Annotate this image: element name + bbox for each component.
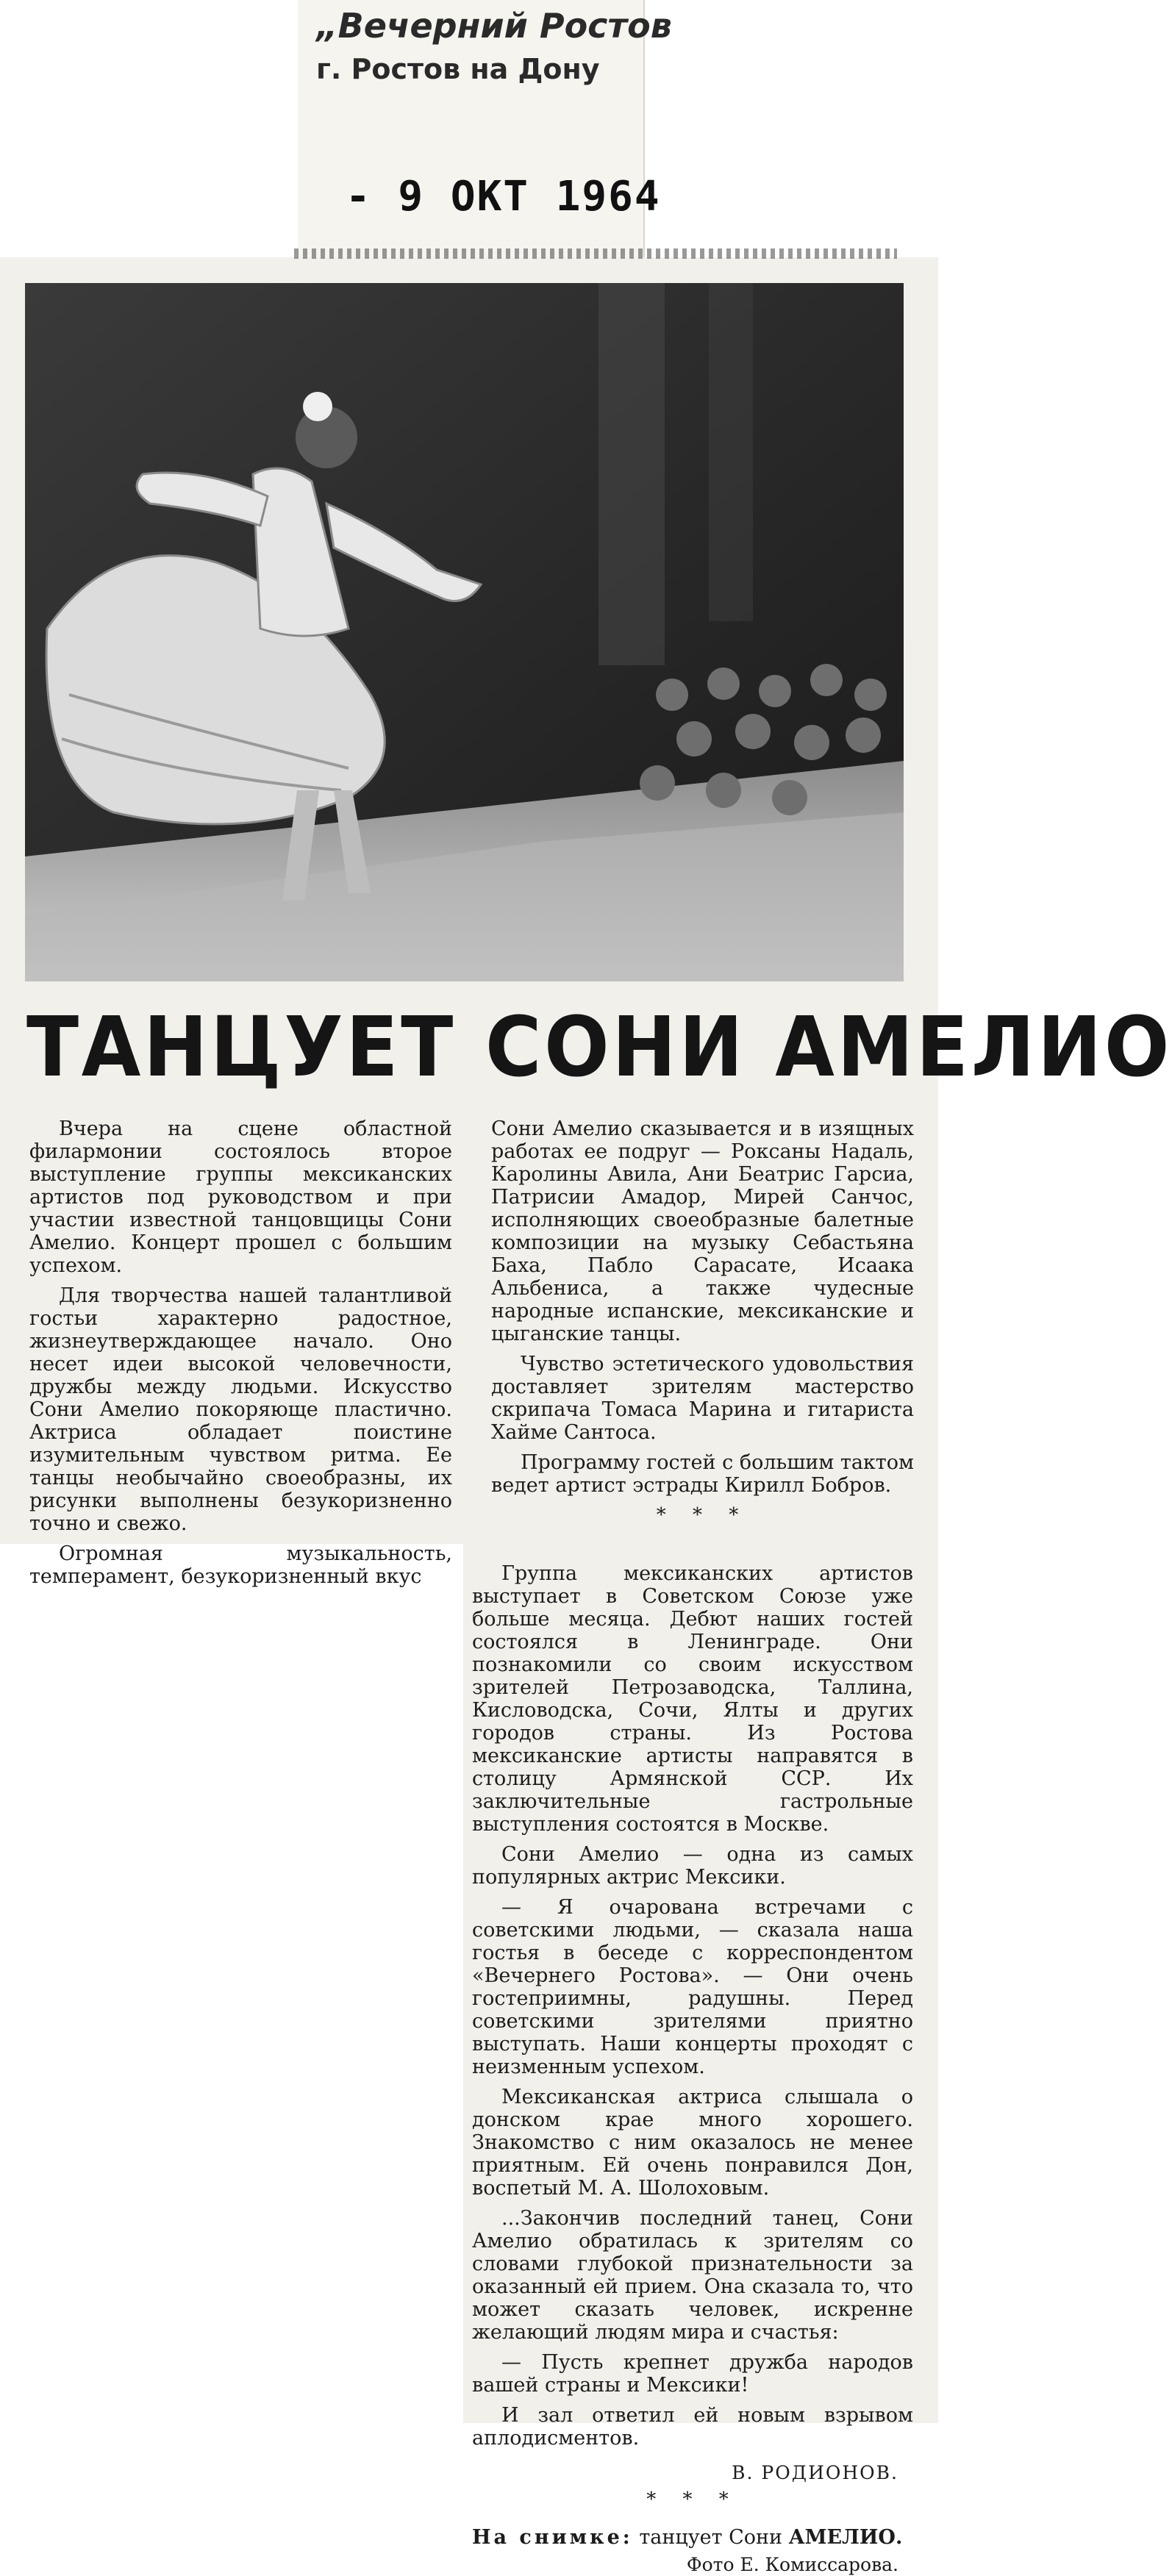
section-separator: * * * — [656, 1504, 749, 1526]
article-paragraph: Группа мексиканских артистов выступает в Советском Союзе уже больше месяца. Дебют наших гостей состоялся в Ленинграде. Они познакомили со своим искусством зрителей Петрозаводска, Таллина, Кисловодска, Сочи, Ялты и других городов страны. Из Ростова мексиканские артисты направятся в столицу Армянской ССР. Их заключительные гастрольные выступления состоятся в Москве. — [472, 1562, 913, 1836]
article-headline: ТАНЦУЕТ СОНИ АМЕЛИО — [26, 1000, 1172, 1095]
article-paragraph: Огромная музыкальность, темперамент, безукоризненный вкус — [29, 1542, 452, 1588]
article-paragraph: Для творчества нашей талантливой гостьи характерно радостное, жизнеутверждающее начало. Оно несет идеи высокой человечности, дружбы между людьми. Искусство Сони Амелио покоряюще пластично. Актриса обладает поистине изумительным чувством ритма. Ее танцы необычайно своеобразны, их рисунки выполнены безукоризненно точно и свежо. — [29, 1284, 452, 1535]
dancer-photo — [25, 283, 904, 981]
article-column-bottom — [472, 1562, 913, 2576]
photo-credit: Фото Е. Комиссарова. — [686, 2554, 898, 2575]
caption-name: АМЕЛИО. — [788, 2526, 903, 2549]
article-paragraph: Мексиканская актриса слышала о донском крае много хорошего. Знакомство с ним оказалось не менее приятным. Ей очень понравился Дон, воспетый М. А. Шолоховым. — [472, 2086, 913, 2200]
article-paragraph: Чувство эстетического удовольствия доставляет зрителям мастерство скрипача Томаса Марина и гитариста Хайме Сантоса. — [491, 1353, 914, 1444]
article-column-left — [29, 1117, 452, 1595]
dancer-photo-illustration — [25, 283, 904, 981]
article-paragraph: Сони Амелио сказывается и в изящных работах ее подруг — Роксаны Надаль, Каролины Авила, Ани Беатрис Гарсиа, Патрисии Амадор, Мирей Санчос, исполняющих своеобразные балетные композиции на музыку Себастьяна Баха, Пабло Сарасате, Исаака Альбениса, а также чудесные народные испанские, мексиканские и цыганские танцы. — [491, 1117, 914, 1345]
end-separator: * * * — [646, 2489, 739, 2511]
perforated-edge — [294, 248, 897, 259]
article-paragraph: ...Закончив последний танец, Сони Амелио обратилась к зрителям со словами глубокой признательности за оказанный ей прием. Она сказала то, что может сказать человек, искренне желающий людям мира и счастья: — [472, 2207, 913, 2344]
article-column-right — [491, 1117, 914, 1534]
author-signature: В. РОДИОНОВ. — [732, 2462, 898, 2483]
article-paragraph: — Я очарована встречами с советскими людьми, — сказала наша гостья в беседе с корреспондентом «Вечернего Ростова». — Они очень гостеприимны, радушны. Перед советскими зрителями приятно выступать. Наши концерты проходят с неизменным успехом. — [472, 1896, 913, 2078]
caption-text: танцует Сони — [632, 2526, 789, 2549]
city-stamp: г. Ростов на Дону — [316, 53, 600, 85]
article-paragraph: И зал ответил ей новым взрывом аплодисментов. — [472, 2404, 913, 2450]
newspaper-name-stamp: „Вечерний Ростов — [316, 6, 672, 46]
article-paragraph: — Пусть крепнет дружба народов вашей страны и Мексики! — [472, 2351, 913, 2397]
article-paragraph: Сони Амелио — одна из самых популярных актрис Мексики. — [472, 1843, 913, 1889]
article-paragraph: Программу гостей с большим тактом ведет артист эстрады Кирилл Бобров. — [491, 1451, 914, 1497]
article-paragraph: Вчера на сцене областной филармонии состоялось второе выступление группы мексиканских артистов под руководством и при участии известной танцовщицы Сони Амелио. Концерт прошел с большим успехом. — [29, 1117, 452, 1277]
date-stamp: - 9 ОКТ 1964 — [346, 173, 661, 221]
caption-lead: На снимке: — [472, 2526, 633, 2549]
photo-caption — [472, 2526, 913, 2549]
